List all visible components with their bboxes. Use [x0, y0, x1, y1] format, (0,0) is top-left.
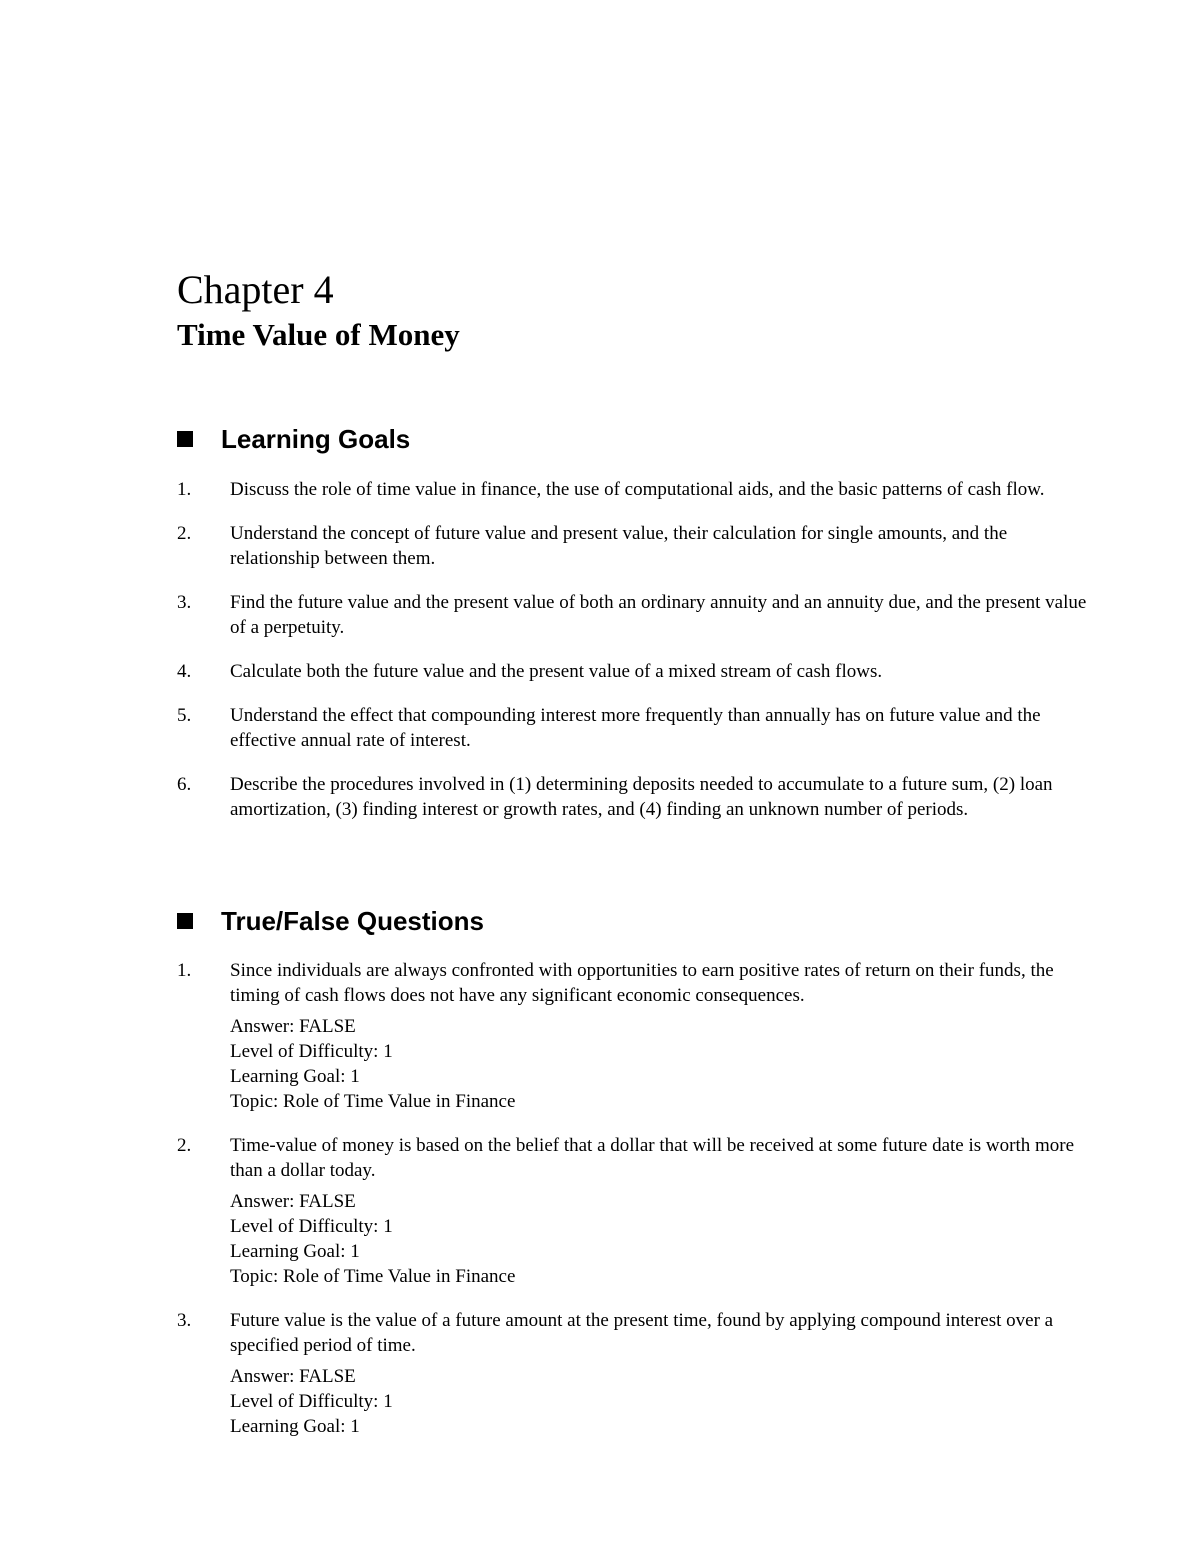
learning-goal-line: Learning Goal: 1	[230, 1416, 360, 1437]
item-number: 5.	[177, 705, 192, 726]
square-bullet-icon	[177, 913, 193, 929]
difficulty-line: Level of Difficulty: 1	[230, 1216, 393, 1237]
learning-goals-heading-text: Learning Goals	[221, 424, 411, 454]
difficulty-line: Level of Difficulty: 1	[230, 1391, 393, 1412]
item-text: Find the future value and the present value of both an ordinary annuity and an annuity due, and the present value of a perpetuity.	[230, 592, 1087, 638]
learning-goals-heading	[177, 423, 410, 455]
learning-goals-list	[177, 477, 1087, 841]
question-text: Since individuals are always confronted with opportunities to earn positive rates of return on their funds, the timing of cash flows does not have any significant economic consequences.	[230, 960, 1054, 1006]
true-false-heading-text: True/False Questions	[221, 906, 484, 936]
true-false-list	[177, 958, 1087, 1458]
answer-line: Answer: FALSE	[230, 1366, 356, 1387]
question-item	[177, 1133, 1087, 1289]
item-number: 6.	[177, 774, 192, 795]
question-number: 1.	[177, 960, 192, 981]
true-false-heading	[177, 905, 484, 937]
question-meta	[230, 1014, 1087, 1114]
item-text: Understand the effect that compounding interest more frequently than annually has on future value and the effective annual rate of interest.	[230, 705, 1041, 751]
chapter-subtitle: Time Value of Money	[177, 317, 460, 352]
item-number: 2.	[177, 523, 192, 544]
question-meta	[230, 1189, 1087, 1289]
item-number: 1.	[177, 479, 192, 500]
square-bullet-icon	[177, 431, 193, 447]
learning-goal-item	[177, 477, 1087, 502]
learning-goal-line: Learning Goal: 1	[230, 1066, 360, 1087]
question-item	[177, 1308, 1087, 1439]
item-text: Understand the concept of future value and present value, their calculation for single amounts, and the relationship between them.	[230, 523, 1008, 569]
difficulty-line: Level of Difficulty: 1	[230, 1041, 393, 1062]
question-meta	[230, 1364, 1087, 1439]
learning-goal-line: Learning Goal: 1	[230, 1241, 360, 1262]
question-number: 2.	[177, 1135, 192, 1156]
answer-line: Answer: FALSE	[230, 1016, 356, 1037]
topic-line: Topic: Role of Time Value in Finance	[230, 1091, 516, 1112]
question-text: Future value is the value of a future amount at the present time, found by applying compound interest over a specified period of time.	[230, 1310, 1054, 1356]
learning-goal-item	[177, 772, 1087, 822]
item-text: Describe the procedures involved in (1) determining deposits needed to accumulate to a future sum, (2) loan amortization, (3) finding interest or growth rates, and (4) finding an unknown number of periods.	[230, 774, 1053, 820]
item-text: Discuss the role of time value in finance, the use of computational aids, and the basic patterns of cash flow.	[230, 479, 1045, 500]
question-number: 3.	[177, 1310, 192, 1331]
item-number: 3.	[177, 592, 192, 613]
topic-line: Topic: Role of Time Value in Finance	[230, 1266, 516, 1287]
learning-goal-item	[177, 590, 1087, 640]
item-text: Calculate both the future value and the present value of a mixed stream of cash flows.	[230, 661, 883, 682]
answer-line: Answer: FALSE	[230, 1191, 356, 1212]
learning-goal-item	[177, 659, 1087, 684]
question-text: Time-value of money is based on the belief that a dollar that will be received at some future date is worth more than a dollar today.	[230, 1135, 1075, 1181]
learning-goal-item	[177, 703, 1087, 753]
question-item	[177, 958, 1087, 1114]
chapter-title: Chapter 4	[177, 267, 334, 312]
item-number: 4.	[177, 661, 192, 682]
learning-goal-item	[177, 521, 1087, 571]
